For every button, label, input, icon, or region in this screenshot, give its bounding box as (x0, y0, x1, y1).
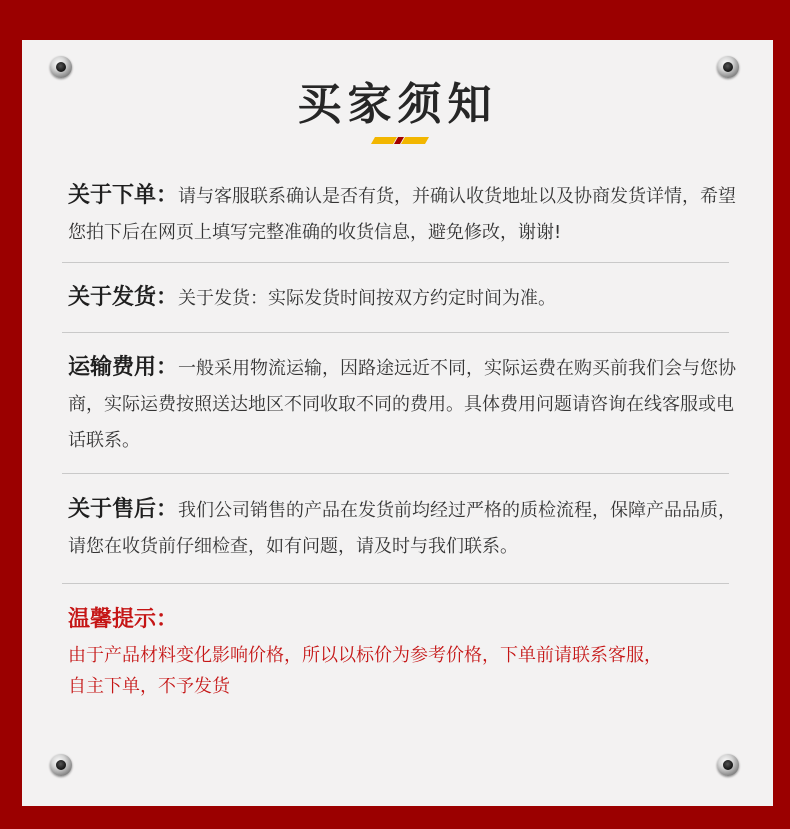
section-body: 我们公司销售的产品在发货前均经过严格的质检流程，保障产品品质，请您在收货前仔细检查，如有问题，请及时与我们联系。 (68, 500, 737, 557)
title-underline-icon (371, 137, 429, 144)
section-after-sales (68, 492, 736, 565)
warm-notice (68, 602, 736, 702)
section-freight (68, 350, 736, 459)
notice-panel (22, 40, 773, 806)
section-heading: 关于下单： (68, 183, 179, 208)
section-order (68, 178, 736, 251)
notice-line: 由于产品材料变化影响价格，所以以标价为参考价格，下单前请联系客服， (68, 645, 662, 666)
page-title: 买家须知 (297, 79, 498, 130)
section-body: 一般采用物流运输，因路途远近不同，实际运费在购买前我们会与您协商，实际运费按照送达地区不同收取不同的费用。具体费用问题请咨询在线客服或电话联系。 (68, 358, 737, 451)
notice-heading: 温馨提示： (68, 607, 179, 632)
notice-line: 自主下单，不予发货 (68, 676, 230, 697)
divider (62, 583, 729, 584)
section-body: 请与客服联系确认是否有货，并确认收货地址以及协商发货详情，希望您拍下后在网页上填写完整准确的收货信息，避免修改，谢谢! (68, 186, 737, 243)
divider (62, 332, 729, 333)
section-heading: 运输费用： (68, 355, 179, 380)
screw-icon (717, 754, 739, 776)
section-heading: 关于售后： (68, 497, 179, 522)
divider (62, 473, 729, 474)
section-heading: 关于发货： (68, 285, 179, 310)
divider (62, 262, 729, 263)
section-shipping (68, 280, 736, 317)
notice-body (68, 640, 736, 702)
section-body: 关于发货：实际发货时间按双方约定时间为准。 (178, 288, 557, 309)
screw-icon (50, 754, 72, 776)
